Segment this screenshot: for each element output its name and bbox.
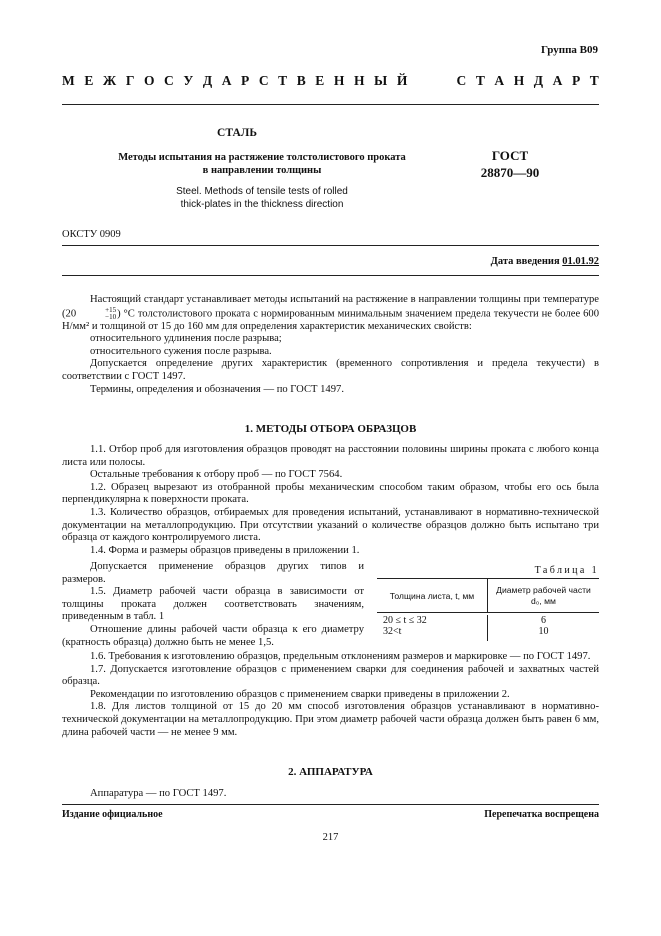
banner-letter: С — [456, 73, 467, 88]
clause-1-7b: Рекомендации по изготовлению образцов с применением сварки приведены в приложении 2. — [90, 688, 510, 700]
intro-text-b: ) °С толстолистового проката с нормированным минимальным значением предела текучести не более 600 Н/мм² и толщиной от 15 до 160 мм для определения характеристик механических свойств: — [62, 308, 599, 332]
date-rule — [62, 275, 599, 276]
interstate-standard-banner — [62, 73, 599, 97]
banner-gap — [417, 73, 447, 97]
clause-1-7: 1.7. Допускается изготовление образцов с применением сварки для соединения рабочей и захватных частей образца. — [62, 663, 599, 688]
effective-date — [491, 256, 599, 267]
title-ru-line1: Методы испытания на растяжение толстолистового проката — [118, 152, 406, 163]
table1-diameter-cells — [488, 615, 599, 641]
banner-letter: Ж — [102, 73, 117, 88]
apparatus-text: Аппаратура — по ГОСТ 1497. — [90, 788, 227, 799]
banner-letter: Т — [278, 73, 288, 88]
date-label: Дата введения — [490, 256, 560, 267]
group-code: Группа В09 — [540, 44, 598, 56]
gost-number: 28870—90 — [480, 165, 540, 180]
clause-1-1: 1.1. Отбор проб для изготовления образцов проводят на расстоянии половины ширины проката с любого конца листа или полосы. — [62, 444, 599, 468]
table1-caption: Таблица 1 — [534, 565, 599, 576]
okstu-code: ОКСТУ 0909 — [62, 229, 121, 240]
gost-label: ГОСТ — [491, 148, 529, 163]
section1-block-narrow — [62, 561, 364, 649]
banner-letter: Д — [533, 73, 544, 88]
banner-letter: Е — [84, 73, 94, 88]
clause-1-6: 1.6. Требования к изготовлению образцов, предельным отклонениям размеров и маркировке — по ГОСТ 1497. — [90, 651, 591, 662]
clause-1-2: 1.2. Образец вырезают из отобранной пробы механическим способом таким образом, чтобы его ось была перпендикулярна к поверхности проката. — [62, 481, 599, 506]
table1-thickness-cells — [377, 615, 488, 641]
banner-letter: Н — [353, 73, 365, 88]
banner-letter: Й — [396, 73, 408, 88]
banner-letter: Н — [333, 73, 345, 88]
banner-letter: В — [296, 73, 306, 88]
footer-rule — [62, 804, 599, 805]
top-rule — [62, 104, 599, 105]
banner-letter: Р — [571, 73, 581, 88]
temp-tolerance — [77, 307, 116, 321]
banner-letter: Р — [241, 73, 250, 88]
banner-letter: Т — [589, 73, 599, 88]
table1-row2-diameter: 10 — [538, 626, 549, 637]
table1 — [377, 578, 599, 641]
banner-letter: А — [552, 73, 563, 88]
title-ru-line2: в направлении толщины — [202, 165, 322, 176]
section1-block-bottom — [62, 651, 599, 739]
table1-header-row — [377, 578, 599, 613]
title-en-line2: thick-plates in the thickness direction — [180, 199, 344, 210]
banner-letter: Н — [513, 73, 525, 88]
banner-letter: С — [258, 73, 269, 88]
table1-row2-thickness: 32<t — [383, 626, 402, 637]
banner-letter: Д — [202, 73, 213, 88]
gost-designation — [460, 147, 560, 181]
section2-heading: 2. АППАРАТУРА — [288, 766, 373, 778]
banner-letter: С — [164, 73, 174, 88]
clause-1-1b: Остальные требования к отбору проб — по ГОСТ 7564. — [90, 469, 343, 481]
table1-body — [377, 613, 599, 641]
property-reduction: относительного сужения после разрыва. — [90, 345, 272, 357]
section2-block — [62, 788, 599, 801]
footer-reprint: Перепечатка воспрещена — [484, 809, 599, 820]
temp-tol-lower: −10 — [105, 312, 117, 321]
banner-letter: О — [143, 73, 155, 88]
intro-text-a: Настоящий стандарт устанавливает методы испытаний на растяжение в направлении толщины при температуре (20 — [62, 294, 599, 320]
page-number: 217 — [322, 832, 339, 843]
banner-letter: Е — [315, 73, 325, 88]
footer-official: Издание официальное — [62, 809, 163, 820]
date-value: 01.01.92 — [562, 256, 599, 267]
banner-letter: М — [62, 73, 75, 88]
material-title: СТАЛЬ — [217, 127, 257, 139]
banner-letter: А — [221, 73, 232, 88]
okstu-rule — [62, 245, 599, 246]
table1-col-thickness: Толщина листа, t, мм — [377, 579, 488, 612]
intro-other-characteristics: Допускается определение других характеристик (временного сопротивления и предела текучести) в соответствии с ГОСТ 1497. — [62, 358, 599, 382]
temp-tol-upper: +15 — [105, 305, 117, 314]
title-en-line1: Steel. Methods of tensile tests of rolled — [176, 186, 348, 197]
title-english — [62, 185, 462, 211]
banner-letter: А — [494, 73, 505, 88]
banner-letter: У — [183, 73, 194, 88]
clause-1-4: 1.4. Форма и размеры образцов приведены в приложении 1. — [90, 544, 360, 556]
clause-1-8: 1.8. Для листов толщиной от 15 до 20 мм способ изготовления образцов устанавливают в нормативно-технической документации на металлопродукцию. При этом диаметр рабочей части образца должен быть равен 6 мм, длина рабочей части — не менее 9 мм. — [62, 701, 599, 738]
clause-1-5b: Отношение длины рабочей части образца к его диаметру (кратность образца) должно быть не менее 1,5. — [62, 623, 364, 648]
clause-1-3: 1.3. Количество образцов, отбираемых для проведения испытаний, устанавливают в нормативно-технической документации на металлопродукцию. При отсутствии указаний о количестве образцов должно быть испытано три образца от каждого контролируемого листа. — [62, 506, 599, 544]
section1-heading: 1. МЕТОДЫ ОТБОРА ОБРАЗЦОВ — [244, 423, 417, 435]
intro-block — [62, 294, 599, 396]
banner-letter: Ы — [374, 73, 388, 88]
intro-paragraph — [62, 294, 599, 333]
clause-1-5: 1.5. Диаметр рабочей части образца в зависимости от толщины проката должен соответствовать значениям, приведенным в табл. 1 — [62, 586, 364, 623]
clause-1-4b: Допускается применение образцов других типов и размеров. — [62, 561, 364, 585]
property-elongation: относительного удлинения после разрыва; — [90, 333, 282, 345]
table1-row1-thickness: 20 ≤ t ≤ 32 — [383, 615, 427, 626]
table1-col-diameter-line1: Диаметр рабочей части — [496, 585, 591, 595]
banner-letter: Г — [125, 73, 135, 88]
intro-terms: Термины, определения и обозначения — по ГОСТ 1497. — [90, 383, 344, 395]
section1-block-top — [62, 444, 599, 557]
title-russian — [62, 151, 462, 177]
table1-col-diameter — [488, 579, 599, 612]
banner-letter: Т — [475, 73, 485, 88]
table1-row1-diameter: 6 — [541, 615, 546, 626]
table1-col-diameter-line2: d₀, мм — [531, 596, 556, 606]
